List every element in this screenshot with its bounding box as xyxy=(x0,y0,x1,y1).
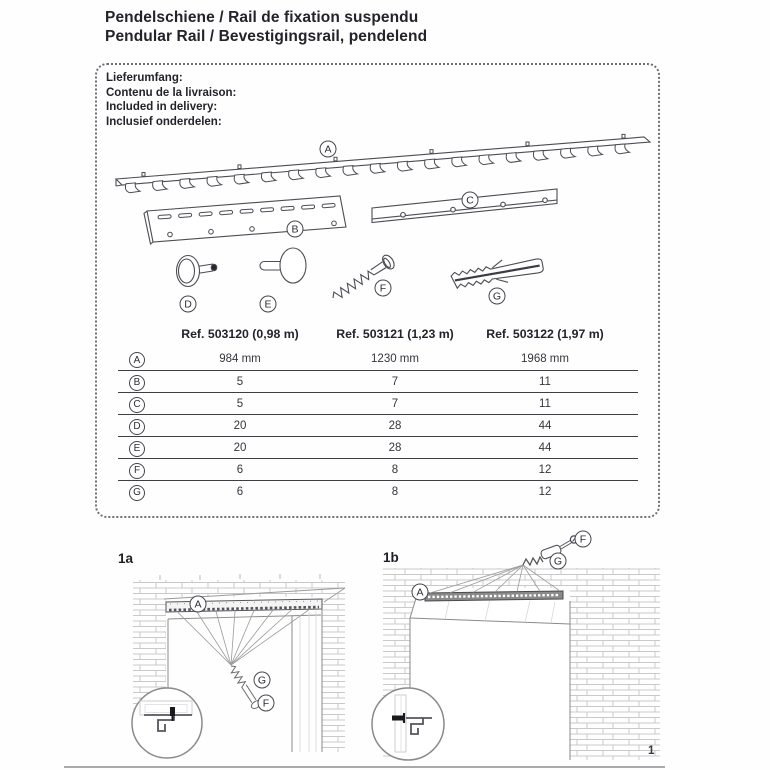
cell-e-2: 28 xyxy=(388,441,402,454)
bottom-rule xyxy=(64,766,665,768)
fig1a-callout-a: A xyxy=(190,596,207,613)
rail-part-a xyxy=(116,137,650,186)
table-row-a xyxy=(118,348,638,370)
row-badge-d: D xyxy=(129,419,145,435)
row-badge-f: F xyxy=(129,463,145,479)
wall-plug-part-g xyxy=(450,253,545,292)
cell-d-3: 44 xyxy=(538,419,552,432)
page-number: 1 xyxy=(648,745,655,757)
cell-b-2: 7 xyxy=(391,375,399,388)
figure-1a-drawing xyxy=(100,555,360,770)
ref-503120: Ref. 503120 (0,98 m) xyxy=(181,327,299,341)
ref-503121: Ref. 503121 (1,23 m) xyxy=(336,327,454,341)
page-title xyxy=(105,8,427,46)
cell-a-1: 984 mm xyxy=(219,353,261,365)
cell-a-3: 1968 mm xyxy=(521,353,569,365)
delivery-text xyxy=(106,71,236,129)
part-label-c: C xyxy=(462,192,479,209)
cell-e-1: 20 xyxy=(233,441,247,454)
part-label-b: B xyxy=(287,221,304,238)
part-label-d: D xyxy=(180,296,197,313)
row-badge-g: G xyxy=(129,485,145,501)
table-row-f xyxy=(118,458,638,480)
cap-part-d xyxy=(177,256,217,287)
figure-1b-label: 1b xyxy=(383,550,399,565)
figure-1b-drawing xyxy=(365,525,665,770)
row-badge-c: C xyxy=(129,397,145,413)
reference-header-row xyxy=(118,327,638,341)
delivery-line-fr: Contenu de la livraison: xyxy=(106,86,237,99)
bracket-part-b xyxy=(144,196,346,244)
delivery-line-nl: Inclusief onderdelen: xyxy=(106,115,222,128)
row-badge-b: B xyxy=(129,375,145,391)
screw-part-f xyxy=(329,253,397,304)
table-row-c xyxy=(118,392,638,414)
cell-f-1: 6 xyxy=(236,463,244,476)
title-line-1: Pendelschiene / Rail de fixation suspendu xyxy=(105,9,419,26)
fig1a-callout-g: G xyxy=(254,672,271,689)
ref-503122: Ref. 503122 (1,97 m) xyxy=(486,327,604,341)
fig1b-callout-g: G xyxy=(550,553,567,570)
cell-f-2: 8 xyxy=(391,463,399,476)
table-row-e xyxy=(118,436,638,458)
parts-quantity-table xyxy=(118,348,638,502)
cell-g-3: 12 xyxy=(538,485,552,498)
cell-c-3: 11 xyxy=(539,397,551,410)
part-label-f: F xyxy=(375,280,392,297)
cell-f-3: 12 xyxy=(538,463,552,476)
row-badge-a: A xyxy=(129,352,145,368)
cell-g-1: 6 xyxy=(236,485,244,498)
table-row-d xyxy=(118,414,638,436)
fig1b-callout-f: F xyxy=(575,531,592,548)
table-row-b xyxy=(118,370,638,392)
part-label-a: A xyxy=(320,141,337,158)
cell-b-3: 11 xyxy=(539,375,551,388)
delivery-line-de: Lieferumfang: xyxy=(106,72,183,84)
table-row-g xyxy=(118,480,638,502)
figure-1a-label: 1a xyxy=(118,551,134,566)
fig1b-callout-a: A xyxy=(412,584,429,601)
cell-c-1: 5 xyxy=(236,397,244,410)
row-badge-e: E xyxy=(129,441,145,457)
cell-d-2: 28 xyxy=(388,419,402,432)
cell-d-1: 20 xyxy=(233,419,247,432)
cell-b-1: 5 xyxy=(236,375,244,388)
part-label-g: G xyxy=(489,288,506,305)
title-line-2: Pendular Rail / Bevestigingsrail, pendelend xyxy=(105,28,428,45)
part-label-e: E xyxy=(260,296,277,313)
fig1a-callout-f: F xyxy=(258,695,275,712)
cell-a-2: 1230 mm xyxy=(371,353,419,365)
cap-part-e xyxy=(260,248,306,283)
cell-c-2: 7 xyxy=(391,397,399,410)
cell-g-2: 8 xyxy=(391,485,399,498)
cell-e-3: 44 xyxy=(538,441,552,454)
delivery-line-en: Included in delivery: xyxy=(106,101,218,113)
